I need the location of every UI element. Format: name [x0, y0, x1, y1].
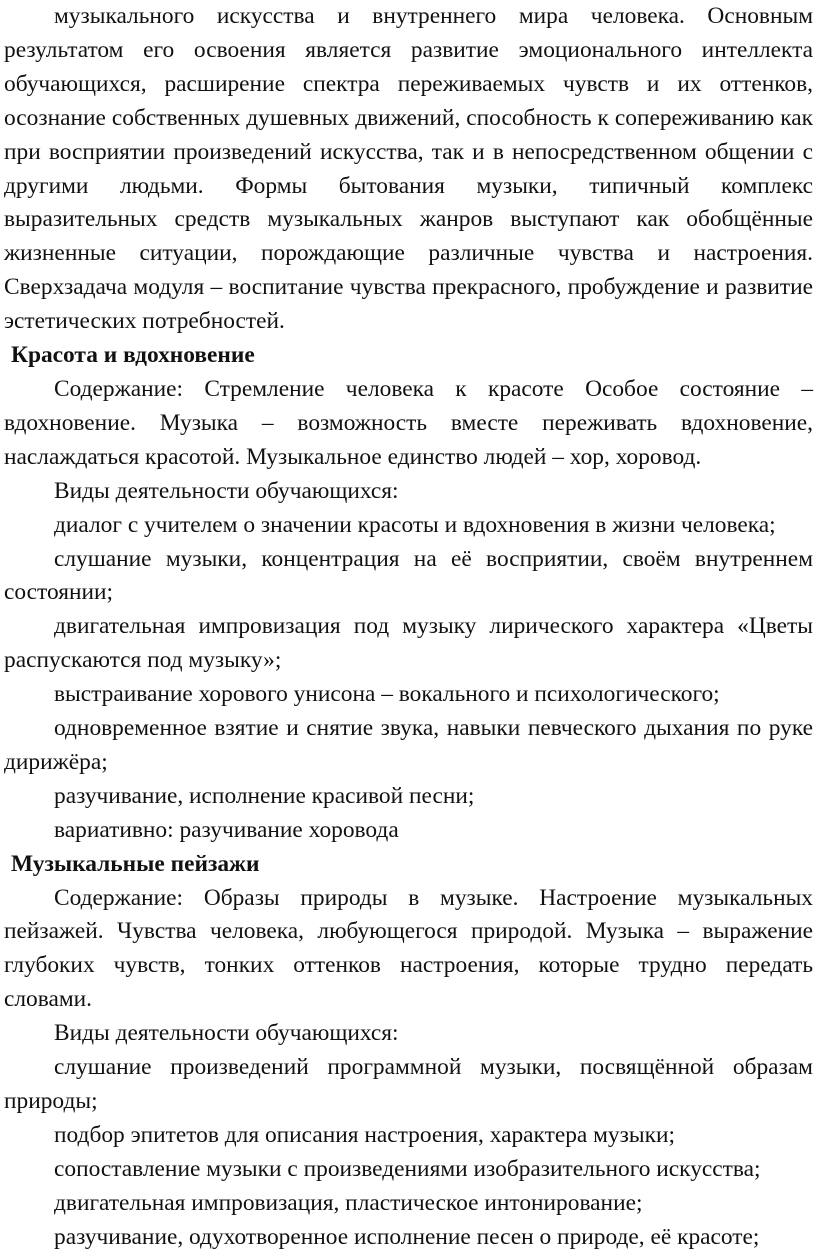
activity-item: подбор эпитетов для описания настроения, характера музыки;: [54, 1121, 675, 1148]
activity-item: слушание музыки, концентрация на её восприятии, своём внутреннем состоянии;: [4, 545, 813, 606]
section-beauty-inspiration: [4, 339, 813, 848]
activities-heading: Виды деятельности обучающихся:: [54, 1020, 399, 1047]
section-title: Красота и вдохновение: [11, 342, 255, 369]
activity-item: разучивание, исполнение красивой песни;: [54, 782, 475, 809]
section-content: Содержание: Стремление человека к красоте Особое состояние – вдохновение. Музыка – возможность вместе переживать вдохновение, наслаждаться красотой. Музыкальное единство людей – хор, хоровод.: [4, 375, 813, 470]
activity-item: сопоставление музыки с произведениями изобразительного искусства;: [54, 1155, 761, 1182]
section-musical-landscapes: [4, 848, 813, 1255]
section-title: Музыкальные пейзажи: [11, 850, 260, 877]
section-content: Содержание: Образы природы в музыке. Настроение музыкальных пейзажей. Чувства человека, любующегося природой. Музыка – выражение глубоких чувств, тонких оттенков настроения, которые трудно передать словами.: [4, 884, 813, 1013]
activity-item: выстраивание хорового унисона – вокального и психологического;: [54, 681, 720, 708]
activity-item: слушание произведений программной музыки, посвящённой образам природы;: [4, 1054, 813, 1114]
activity-item: разучивание, одухотворенное исполнение песен о природе, её красоте;: [54, 1223, 760, 1250]
activity-item: двигательная импровизация, пластическое интонирование;: [54, 1189, 643, 1216]
activity-item: двигательная импровизация под музыку лирического характера «Цветы распускаются под музыку»;: [4, 613, 813, 674]
activities-heading: Виды деятельности обучающихся:: [54, 477, 399, 504]
activity-item: диалог с учителем о значении красоты и вдохновения в жизни человека;: [54, 511, 776, 538]
activity-item: одновременное взятие и снятие звука, навыки певческого дыхания по руке дирижёра;: [4, 715, 813, 775]
activity-item: вариативно: разучивание хоровода: [54, 816, 399, 843]
intro-paragraph: музыкального искусства и внутреннего мира человека. Основным результатом его освоения является развитие эмоционального интеллекта обучающихся, расширение спектра переживаемых чувств и их оттенков, осознание собственных душевных движений, способность к сопереживанию как при восприятии произведений искусства, так и в непосредственном общении с другими людьми. Формы бытования музыки, типичный комплекс выразительных средств музыкальных жанров выступают как обобщённые жизненные ситуации, порождающие различные чувства и настроения. Сверхзадача модуля – воспитание чувства прекрасного, пробуждение и развитие эстетических потребностей.: [4, 3, 813, 335]
